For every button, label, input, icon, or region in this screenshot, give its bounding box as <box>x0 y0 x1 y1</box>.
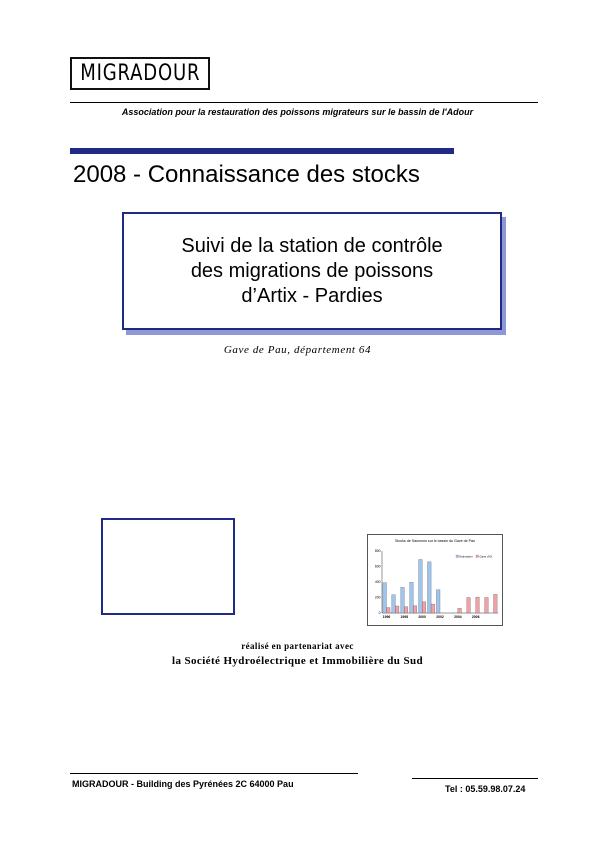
chart-title: Stocks de Saumons sur le bassin du Gave de Pau <box>394 539 476 543</box>
chart-x-tick-label: 2002 <box>436 615 444 619</box>
chart-legend-swatch <box>476 555 479 558</box>
chart-svg <box>368 535 502 625</box>
chart-bar <box>485 598 489 614</box>
chart-legend-label: Estimation <box>459 554 473 559</box>
chart-bar <box>392 595 396 613</box>
footer-address: MIGRADOUR - Building des Pyrénées 2C 64000 Pau <box>72 779 294 789</box>
chart-bar <box>401 587 405 613</box>
photo-placeholder-frame <box>101 518 235 615</box>
chart-bar <box>436 590 440 613</box>
chart-y-tick-label: 400 <box>374 580 381 585</box>
chart-x-tick-label: 2004 <box>454 615 462 619</box>
chart-bar <box>431 604 435 613</box>
chart-bars <box>383 560 497 613</box>
chart-bar <box>467 598 471 614</box>
title-box-line: des migrations de poissons <box>190 259 434 282</box>
chart-bar <box>494 594 498 613</box>
partner-name: la Société Hydroélectrique et Immobilière du Sud <box>172 655 423 667</box>
chart-bar <box>422 602 426 613</box>
chart-bar <box>410 582 414 613</box>
salmon-stock-chart <box>367 534 503 626</box>
association-tagline: Association pour la restauration des poissons migrateurs sur le bassin de l'Adour <box>121 107 474 117</box>
chart-bar <box>404 607 408 613</box>
chart-x-tick-label: 1996 <box>382 615 391 619</box>
chart-bar <box>413 606 417 613</box>
chart-x-tick-label: 1998 <box>400 615 409 619</box>
title-box-line: d’Artix - Pardies <box>241 284 383 307</box>
chart-x-tick-label: 2006 <box>471 615 480 619</box>
logo-text: MIGRADOUR <box>79 61 201 86</box>
chart-x-tick-label: 2000 <box>418 615 426 619</box>
partnership-intro: réalisé en partenariat avec <box>241 641 354 651</box>
subtitle: Gave de Pau, département 64 <box>223 344 372 356</box>
chart-y-tick-label: 0 <box>378 611 381 616</box>
logo <box>70 57 210 90</box>
chart-bar <box>383 583 387 613</box>
chart-bar <box>458 608 462 613</box>
chart-legend-label: Gave d’Ol. <box>479 554 493 559</box>
footer-telephone: Tel : 05.59.98.07.24 <box>445 784 526 794</box>
chart-bar <box>395 606 399 613</box>
title-accent-bar <box>70 148 454 154</box>
chart-legend <box>456 554 493 558</box>
chart-y-tick-label: 200 <box>374 595 381 600</box>
chart-legend-swatch <box>456 555 459 558</box>
chart-bar <box>428 562 432 613</box>
header-rule <box>70 102 538 103</box>
document-title: 2008 - Connaissance des stocks <box>73 161 420 188</box>
title-box <box>122 212 502 330</box>
footer-rule-left <box>70 773 358 774</box>
chart-bar <box>476 597 480 613</box>
chart-y-tick-label: 800 <box>374 549 381 554</box>
chart-bar <box>419 560 423 613</box>
chart-bar <box>386 608 390 613</box>
footer-rule-right <box>412 778 538 779</box>
title-box-line: Suivi de la station de contrôle <box>181 234 443 257</box>
chart-y-tick-label: 600 <box>374 564 381 569</box>
